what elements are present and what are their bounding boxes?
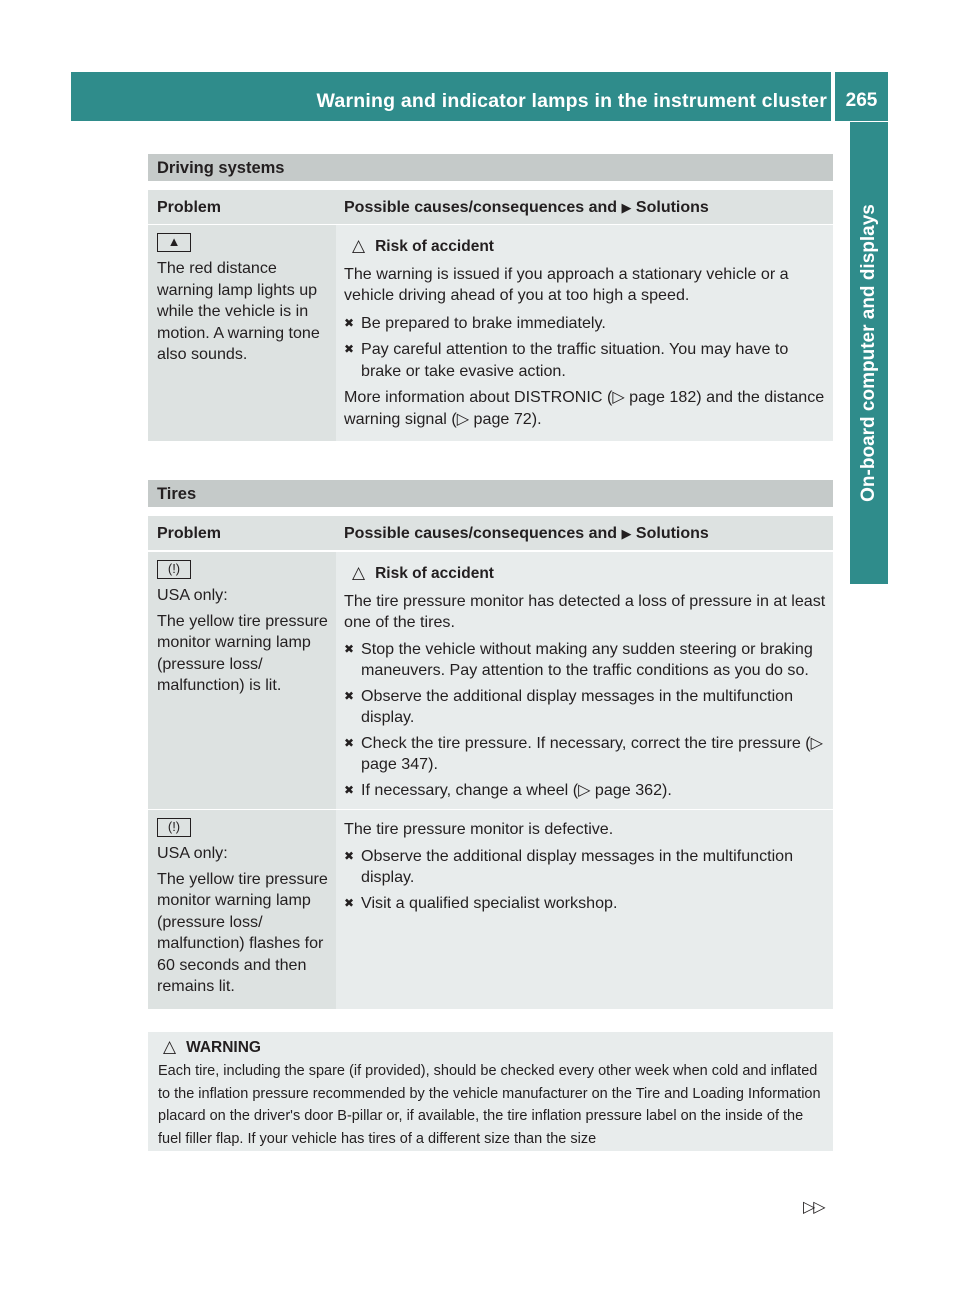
list-item: ✖ Visit a qualified specialist workshop.	[344, 893, 828, 915]
tire-pressure-icon: (!)	[157, 560, 191, 579]
problem-cell	[148, 225, 337, 441]
action-arrow-icon: ✖	[344, 342, 355, 356]
distance-warning-icon: ▲	[157, 233, 191, 252]
list-item: ✖ Stop the vehicle without making any sudden steering or braking maneuvers. Pay attention to the traffic conditions as you do so.	[344, 639, 813, 679]
column-header-problem: Problem	[148, 516, 337, 550]
list-item: ✖ Be prepared to brake immediately.	[344, 313, 828, 335]
warning-triangle-icon: △	[352, 236, 366, 255]
solution-arrow-icon: ▶	[621, 526, 632, 541]
solutions-cell	[336, 552, 833, 809]
action-arrow-icon: ✖	[344, 782, 355, 797]
action-arrow-icon: ✖	[344, 848, 355, 863]
risk-heading: △ Risk of accident	[352, 236, 494, 255]
action-arrow-icon: ✖	[344, 315, 355, 330]
warning-box	[148, 1032, 833, 1151]
list-item: ✖ Pay careful attention to the traffic situation. You may have to brake or take evasive action.	[344, 340, 789, 380]
warning-triangle-icon: △	[352, 563, 366, 582]
warning-heading: △ WARNING	[163, 1037, 261, 1056]
action-arrow-icon: ✖	[344, 895, 355, 910]
problem-text: The red distance warning lamp lights up while the vehicle is in motion. A warning tone also sounds.	[157, 259, 320, 363]
warning-triangle-icon: △	[163, 1037, 177, 1056]
side-tab-block	[850, 536, 888, 584]
action-arrow-icon: ✖	[344, 641, 355, 656]
section-title-tires: Tires	[148, 480, 833, 507]
list-item: ✖ Observe the additional display messages in the multifunction display.	[344, 846, 794, 886]
risk-heading: △ Risk of accident	[352, 563, 494, 582]
column-header-causes: Possible causes/consequences and ▶ Solutions	[336, 190, 833, 224]
section-title-driving-systems: Driving systems	[148, 154, 833, 181]
list-item: ✖ If necessary, change a wheel (▷ page 362).	[344, 780, 828, 802]
action-arrow-icon: ✖	[344, 688, 355, 703]
problem-cell	[148, 552, 337, 809]
continue-mark: ▷▷	[803, 1199, 824, 1216]
problem-text: The yellow tire pressure monitor warning lamp (pressure loss/ malfunction) is lit.	[157, 611, 328, 694]
tire-pressure-icon: (!)	[157, 818, 191, 837]
problem-cell	[148, 810, 337, 1009]
list-item: ✖ Check the tire pressure. If necessary, correct the tire pressure (▷ page 347).	[344, 733, 823, 773]
page-title: Warning and indicator lamps in the instrument cluster	[316, 90, 827, 112]
list-item: ✖ Observe the additional display messages in the multifunction display.	[344, 686, 794, 726]
usa-only-label: USA only:	[157, 844, 228, 862]
defect-description: The tire pressure monitor is defective.	[344, 820, 614, 838]
column-header-causes: Possible causes/consequences and ▶ Solutions	[336, 516, 833, 550]
usa-only-label: USA only:	[157, 586, 228, 604]
solutions-cell	[336, 810, 833, 1009]
solutions-cell	[336, 225, 833, 441]
problem-text: The yellow tire pressure monitor warning lamp (pressure loss/ malfunction) flashes for 60 seconds and then remains lit.	[157, 869, 328, 995]
side-tab-label: On-board computer and displays	[858, 204, 879, 502]
risk-description: The warning is issued if you approach a stationary vehicle or a vehicle driving ahead of you at too high a speed.	[344, 264, 789, 304]
more-information: More information about DISTRONIC (▷ page 182) and the distance warning signal (▷ page 72).	[344, 388, 825, 428]
page-number: 265	[845, 90, 878, 111]
column-header-problem: Problem	[148, 190, 337, 224]
warning-body: Each tire, including the spare (if provided), should be checked every other week when cold and inflated to the inflation pressure recommended by the vehicle manufacturer on the Tire and Loading Information placard on the driver's door B-pillar or, if available, the tire inflation pressure label on the inside of the fuel filler flap. If your vehicle has tires of a different size than the size	[158, 1063, 821, 1147]
action-arrow-icon: ✖	[344, 735, 355, 750]
risk-description: The tire pressure monitor has detected a loss of pressure in at least one of the tires.	[344, 591, 826, 631]
solution-arrow-icon: ▶	[621, 200, 632, 215]
